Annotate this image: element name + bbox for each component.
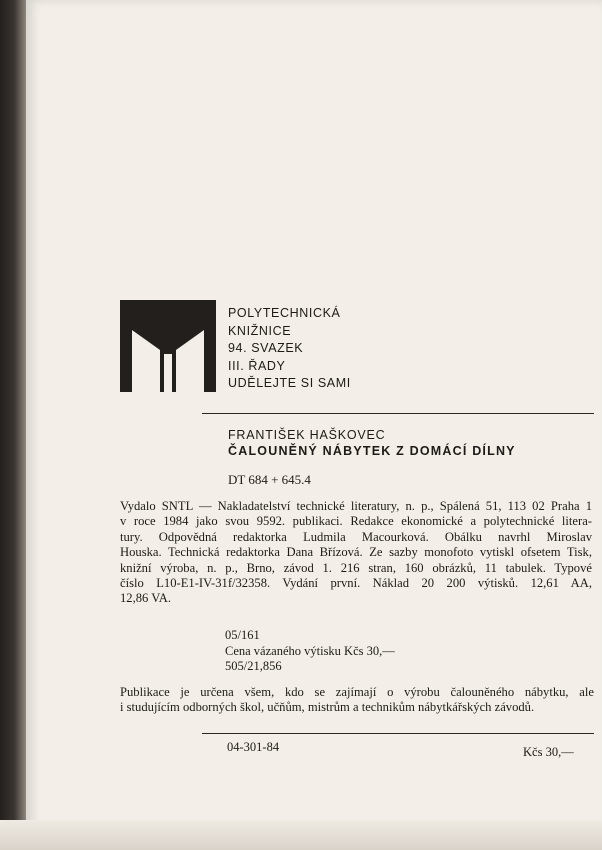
imprint-line: 12,86 VA. — [120, 591, 171, 606]
book-imprint-page — [26, 0, 602, 850]
imprint-line: Vydalo SNTL — Nakladatelství technické literatury, n. p., Spálená 51, 113 02 Praha 1 — [120, 499, 592, 513]
book-title: ČALOUNĚNÝ NÁBYTEK Z DOMÁCÍ DÍLNY — [228, 444, 516, 458]
divider — [202, 733, 594, 734]
series-publisher: POLYTECHNICKÁ — [228, 306, 341, 320]
imprint-line: knižní výroba, n. p., Brno, závod 1. 216 stran, 160 obrázků, 11 tabulek. Typové — [120, 560, 592, 575]
publisher-logo — [120, 300, 216, 392]
imprint-paragraph — [120, 499, 592, 607]
audience-line: Publikace je určena všem, kdo se zajímají o výrobu čalouněného nábytku, ale — [120, 685, 594, 699]
imprint-line: Houska. Technická redaktorka Dana Břízová. Ze sazby monofoto vytiskl ofsetem Tisk, — [120, 545, 592, 560]
series-library: KNIŽNICE — [228, 323, 292, 338]
code-line: 505/21,856 — [225, 659, 282, 673]
dt-classification: DT 684 + 645.4 — [228, 472, 311, 487]
audience-note — [120, 685, 594, 716]
book-author: FRANTIŠEK HAŠKOVEC — [228, 428, 386, 442]
price-codes — [225, 628, 395, 675]
price: Kčs 30,— — [523, 745, 574, 759]
bound-price: Cena vázaného výtisku Kčs 30,— — [225, 643, 395, 658]
series-row: III. ŘADY — [228, 358, 286, 373]
series-volume: 94. SVAZEK — [228, 341, 304, 355]
imprint-line: v roce 1984 jako svou 9592. publikaci. Redakce ekonomické a polytechnické litera- — [120, 514, 592, 529]
series-row-name: UDĚLEJTE SI SAMI — [228, 376, 351, 390]
code-line: 05/161 — [225, 628, 260, 642]
page-bottom-edge — [0, 820, 602, 850]
divider — [202, 413, 594, 414]
catalog-number: 04-301-84 — [227, 740, 280, 754]
imprint-line: tury. Odpovědná redaktorka Ludmila Macourková. Obálku navrhl Miroslav — [120, 529, 592, 544]
page-binding-edge — [0, 0, 26, 850]
imprint-line: číslo L10-E1-IV-31f/32358. Vydání první. Náklad 20 200 výtisků. 12,61 AA, — [120, 576, 592, 591]
audience-line: i studujícím odborných škol, učňům, mistrům a technikům nábytkářských závodů. — [120, 700, 535, 715]
polytechnic-library-logo-icon — [120, 300, 216, 392]
series-info — [228, 305, 351, 393]
